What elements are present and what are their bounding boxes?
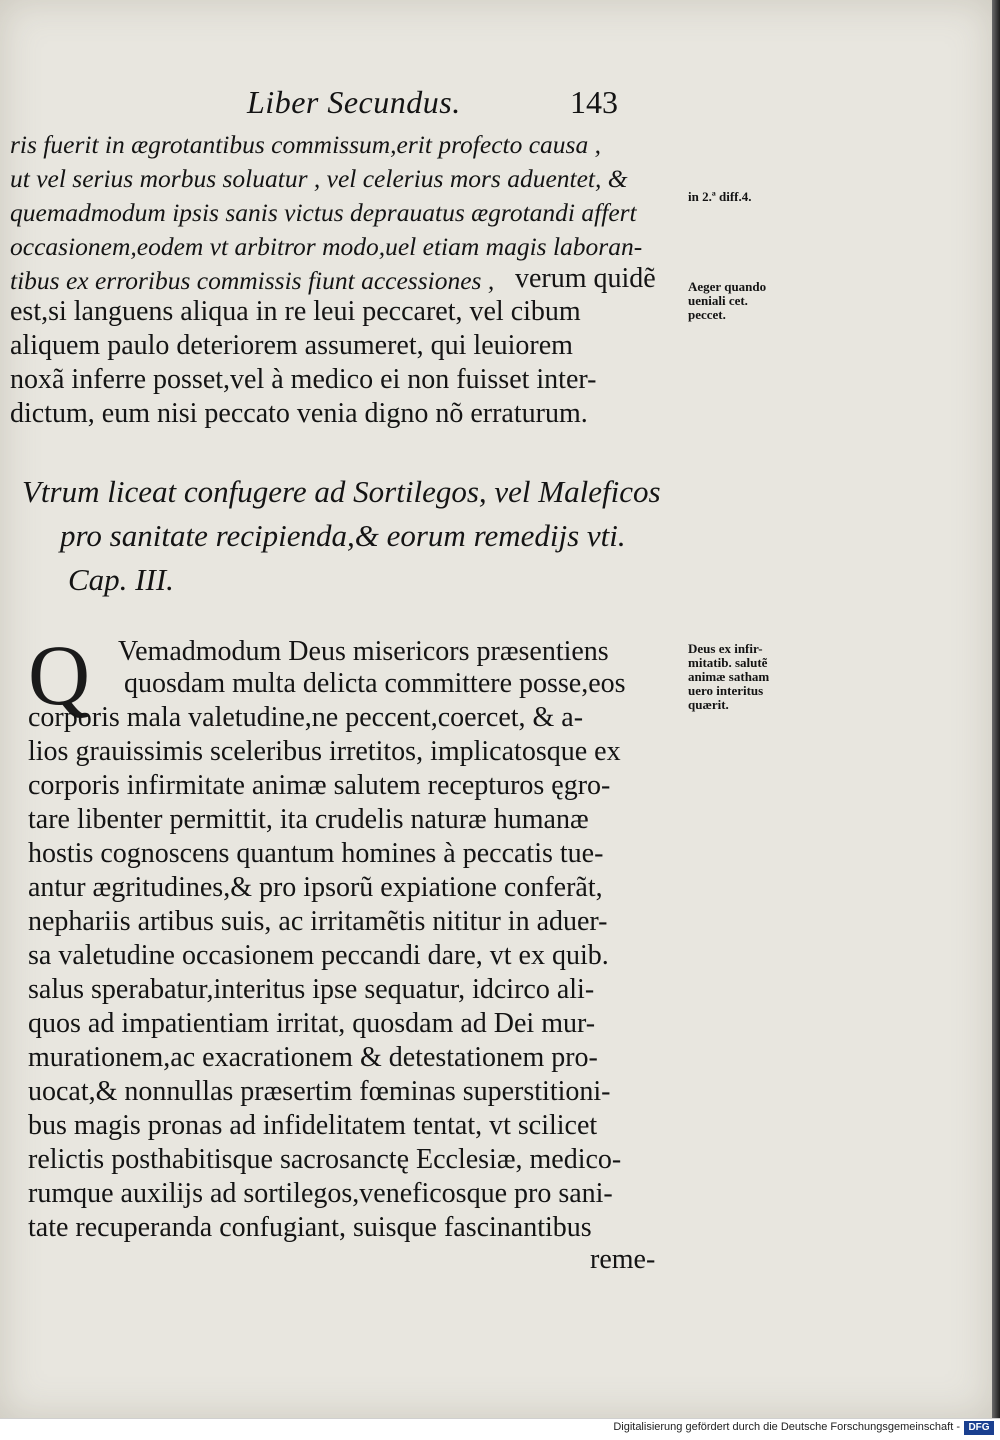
text-line: rumque auxilijs ad sortilegos,veneficosque pro sani- — [28, 1178, 613, 1209]
running-title: Liber Secundus. — [247, 84, 461, 120]
text-line: ris fuerit in ægrotantibus commissum,erit profecto causa , — [10, 130, 601, 159]
text-line: dictum, eum nisi peccato venia digno nõ erraturum. — [10, 398, 588, 429]
text-line: salus sperabatur,interitus ipse sequatur, idcirco ali- — [28, 974, 595, 1005]
drop-cap: Q — [28, 627, 91, 723]
text-line: noxã inferre posset,vel à medico ei non fuisset inter- — [10, 364, 597, 395]
text-line: quemadmodum ipsis sanis victus deprauatus ægrotandi affert — [10, 198, 637, 227]
chapter-heading-line: Vtrum liceat confugere ad Sortilegos, vel Maleficos — [22, 474, 661, 509]
text-line: murationem,ac exacrationem & detestationem pro- — [28, 1042, 598, 1073]
text-line: est,si languens aliqua in re leui peccaret, vel cibum — [10, 296, 581, 327]
text-line-roman: verum quidẽ — [515, 263, 656, 294]
text-line: aliquem paulo deteriorem assumeret, qui leuiorem — [10, 330, 573, 361]
chapter-heading-line: pro sanitate recipienda,& eorum remedijs vti. — [60, 518, 626, 553]
text-line: nephariis artibus suis, ac irritamẽtis nititur in aduer- — [28, 906, 608, 937]
margin-note: in 2.ª diff.4. — [688, 189, 752, 204]
page-number: 143 — [570, 84, 618, 120]
text-line: bus magis pronas ad infidelitatem tentat, vt scilicet — [28, 1110, 598, 1141]
margin-note: Aeger quando ueniali cet. peccet. — [688, 279, 767, 322]
text-line: occasionem,eodem vt arbitror modo,uel etiam magis laboran- — [10, 232, 643, 261]
text-line: uocat,& nonnullas præsertim fœminas superstitioni- — [28, 1076, 611, 1107]
funding-credit: Digitalisierung gefördert durch die Deutsche Forschungsgemeinschaft - — [613, 1421, 960, 1433]
text-line: relictis posthabitisque sacrosanctę Ecclesiæ, medico- — [28, 1144, 622, 1175]
text-line: tibus ex erroribus commissis fiunt accessiones , — [10, 266, 495, 295]
text-line: ut vel serius morbus soluatur , vel celerius mors aduentet, & — [10, 164, 628, 193]
text-line: corporis infirmitate animæ salutem recepturos ęgro- — [28, 770, 611, 801]
text-line: quos ad impatientiam irritat, quosdam ad Dei mur- — [28, 1008, 596, 1039]
catchword: reme- — [590, 1244, 656, 1275]
chapter-number: Cap. III. — [68, 562, 174, 597]
text-line: sa valetudine occasionem peccandi dare, vt ex quib. — [28, 940, 609, 971]
scan-edge — [992, 0, 1000, 1418]
text-line: antur ægritudines,& pro ipsorũ expiatione conferãt, — [28, 872, 603, 903]
text-line: hostis cognoscens quantum homines à peccatis tue- — [28, 838, 604, 869]
text-line: tare libenter permittit, ita crudelis naturæ humanæ — [28, 804, 589, 835]
text-line: quosdam multa delicta committere posse,eos — [124, 668, 626, 699]
text-line: tate recuperanda confugiant, suisque fascinantibus — [28, 1212, 592, 1243]
text-line: Vemadmodum Deus misericors præsentiens — [118, 636, 609, 667]
margin-note: Deus ex infir- mitatib. salutẽ animæ satham uero interitus quærit. — [688, 641, 770, 712]
text-line: corporis mala valetudine,ne peccent,coercet, & a- — [28, 702, 584, 733]
text-line: lios grauissimis sceleribus irretitos, implicatosque ex — [28, 736, 621, 767]
dfg-logo: DFG — [964, 1421, 994, 1435]
